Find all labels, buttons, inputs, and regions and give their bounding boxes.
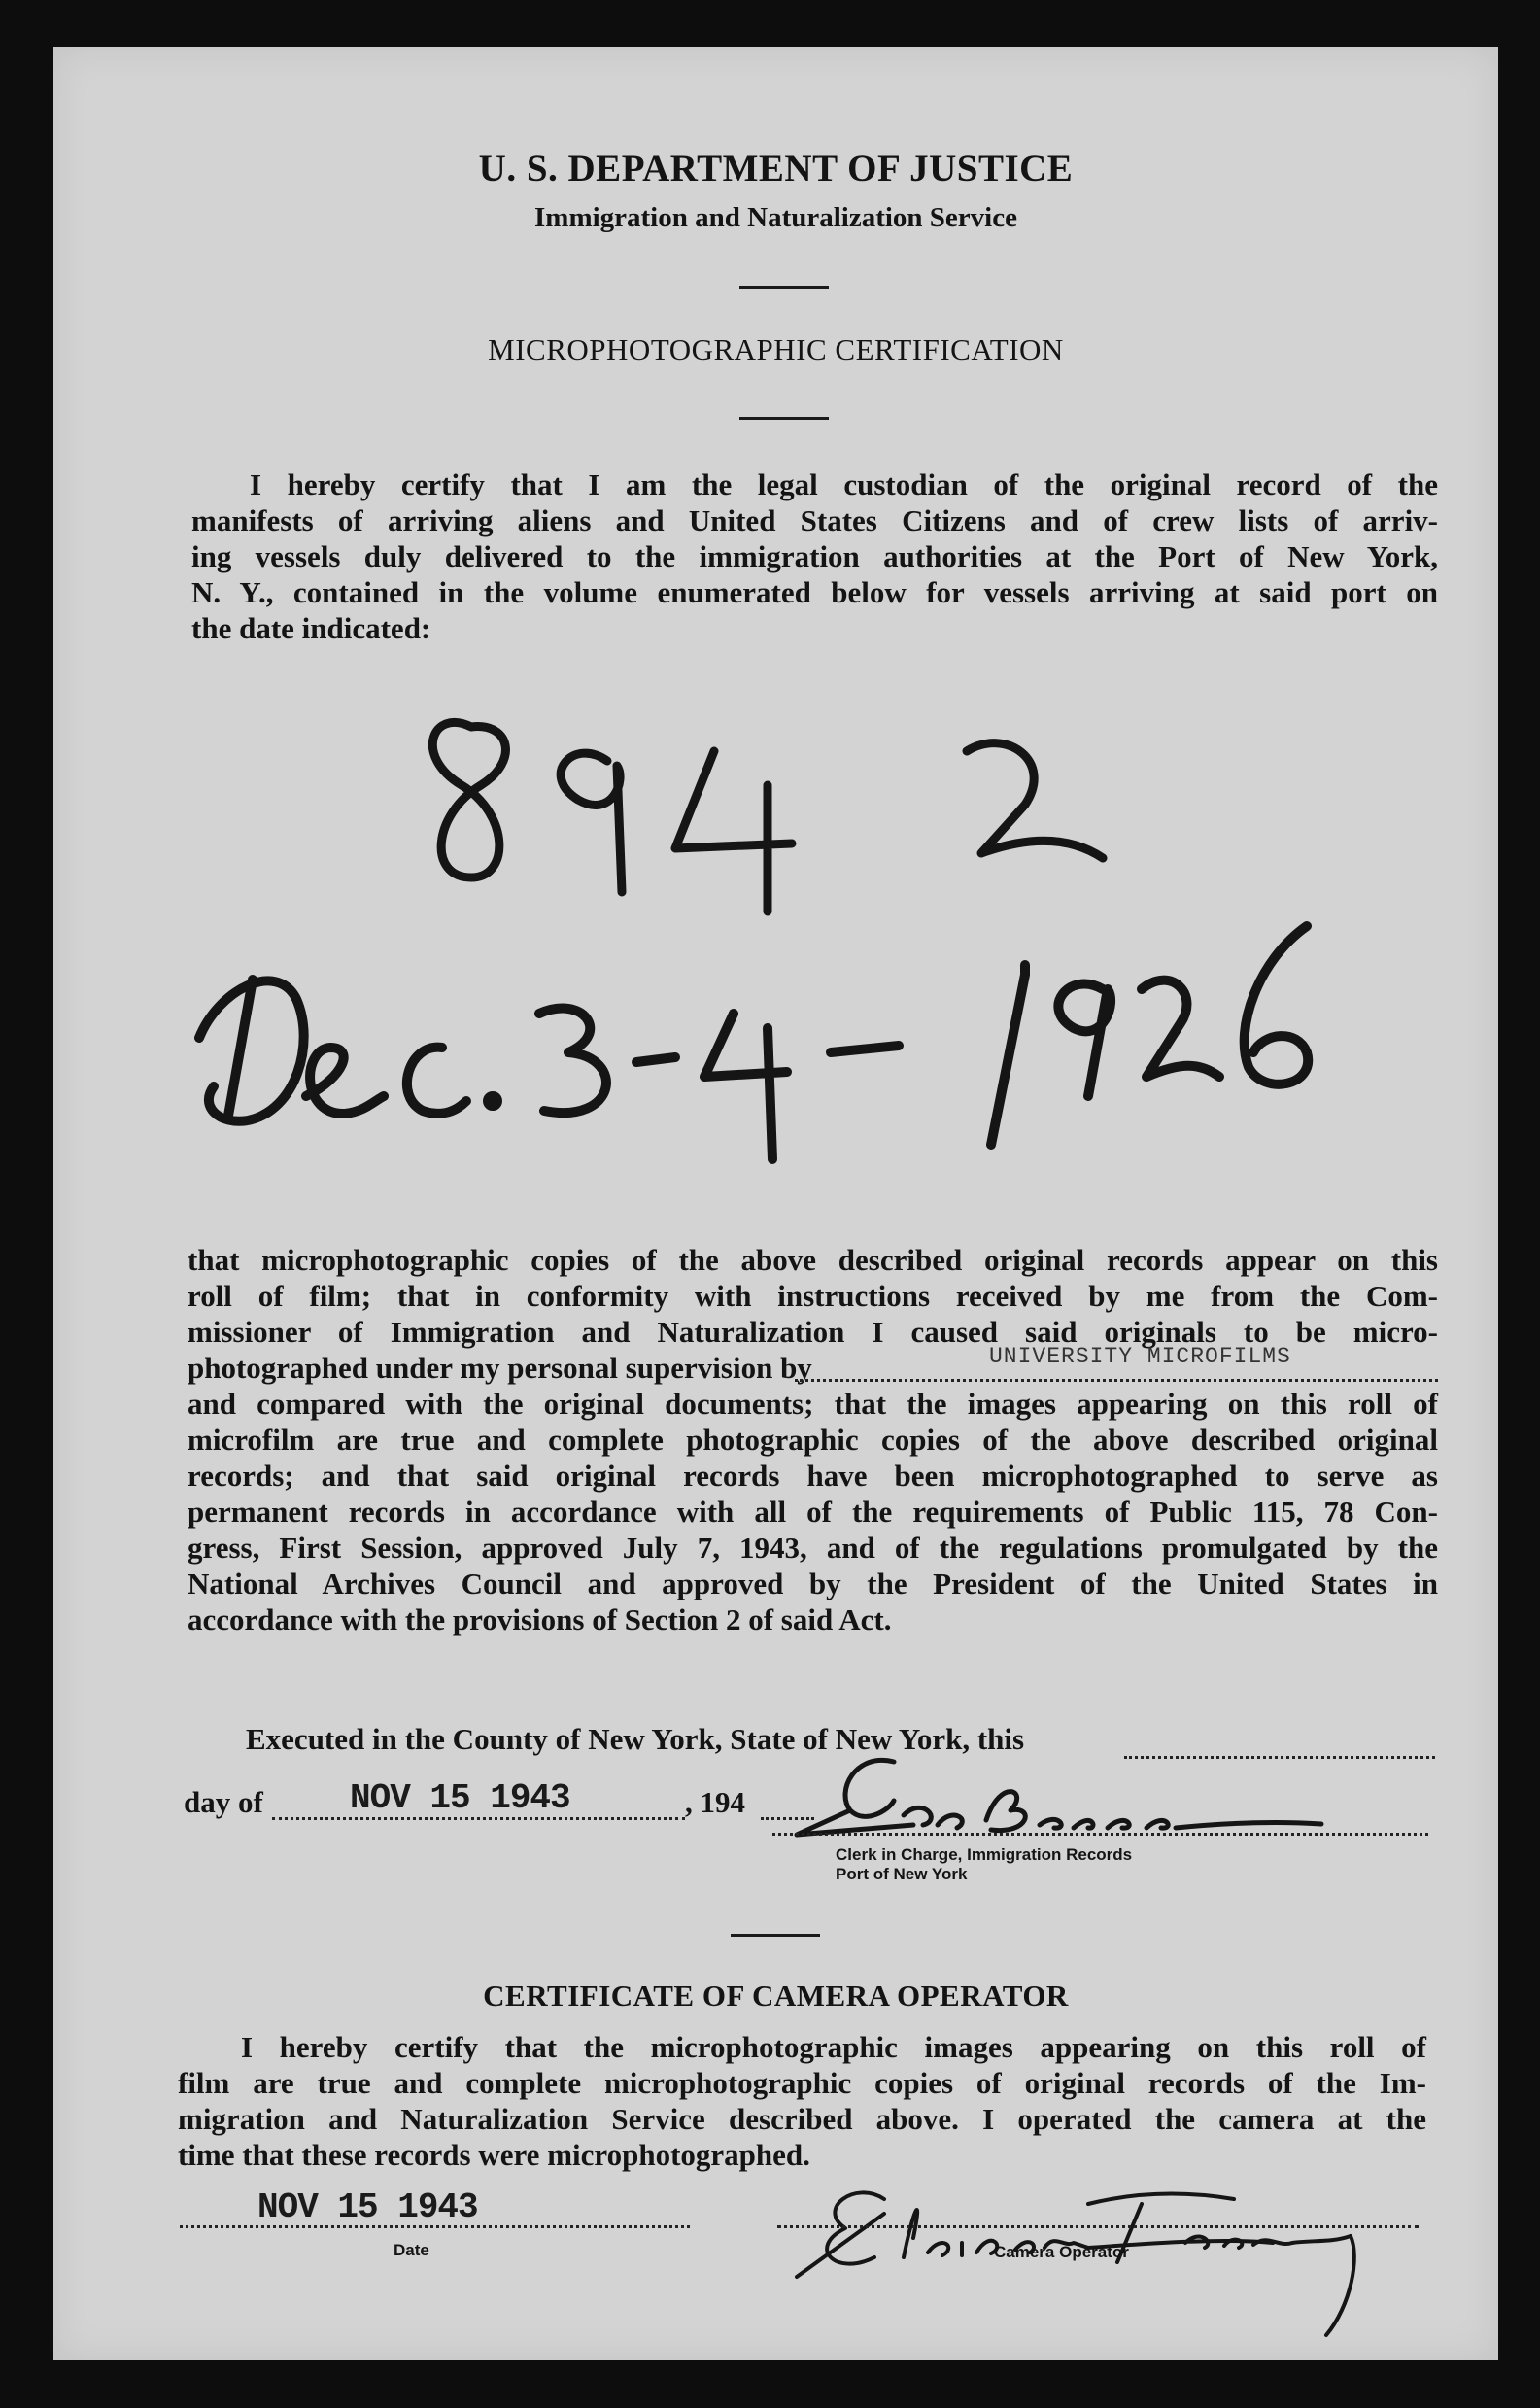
by-line-row (188, 1344, 1438, 1386)
divider-rule (731, 1934, 820, 1937)
service-subheading: Immigration and Naturalization Service (534, 202, 1017, 233)
intro-line: I hereby certify that I am the legal custodian of the original record of the (250, 467, 1438, 501)
divider-rule (739, 286, 829, 289)
body-paragraph (188, 1242, 1438, 1637)
intro-line: manifests of arriving aliens and United States Citizens and of crew lists of arriv- (191, 503, 1438, 537)
operator-signature-line (777, 2225, 1419, 2228)
certification-title: MICROPHOTOGRAPHIC CERTIFICATION (488, 332, 1064, 366)
camera-line: film are true and complete microphotographic copies of original records of the Im- (178, 2066, 1426, 2100)
intro-line: ing vessels duly delivered to the immigration authorities at the Port of New York, (191, 539, 1438, 573)
microfilmer-typed: UNIVERSITY MICROFILMS (989, 1344, 1291, 1369)
body-line: microfilm are true and complete photographic copies of the above described original (188, 1423, 1438, 1457)
body-line: that microphotographic copies of the above described original records appear on this (188, 1243, 1438, 1277)
date-label: Date (394, 2241, 429, 2259)
operator-date-stamp: NOV 15 1943 (257, 2187, 478, 2227)
clerk-date-stamp: NOV 15 1943 (350, 1778, 570, 1818)
body-line: records; and that said original records have been microphotographed to serve as (188, 1459, 1438, 1493)
year-prefix: , 194 (685, 1785, 745, 1819)
intro-line: N. Y., contained in the volume enumerated below for vessels arriving at said port on (191, 575, 1438, 609)
body-line: missioner of Immigration and Naturalization I caused said originals to be micro- (188, 1315, 1438, 1349)
camera-operator-label: Camera Operator (994, 2243, 1129, 2261)
camera-line: migration and Naturalization Service described above. I operated the camera at the (178, 2102, 1426, 2136)
intro-line: the date indicated: (191, 611, 431, 645)
camera-line: time that these records were microphotographed. (178, 2138, 810, 2172)
body-line: gress, First Session, approved July 7, 1943, and of the regulations promulgated by the (188, 1531, 1438, 1565)
by-line-text: photographed under my personal supervision by (188, 1351, 812, 1385)
camera-certificate-title: CERTIFICATE OF CAMERA OPERATOR (483, 1978, 1069, 2012)
day-of-label: day of (184, 1785, 263, 1819)
clerk-signature-line (772, 1833, 1428, 1836)
department-heading: U. S. DEPARTMENT OF JUSTICE (478, 148, 1074, 189)
divider-rule (739, 417, 829, 420)
handwritten-volume-and-dates (53, 669, 1498, 1213)
clerk-title-line: Port of New York (836, 1865, 968, 1883)
body-line: National Archives Council and approved by the President of the United States in (188, 1566, 1438, 1600)
body-line: roll of film; that in conformity with instructions received by me from the Com- (188, 1279, 1438, 1313)
by-line-dots (795, 1379, 1438, 1382)
certificate-sheet (53, 47, 1498, 2360)
clerk-title-line: Clerk in Charge, Immigration Records (836, 1845, 1133, 1864)
camera-line: I hereby certify that the microphotographic images appearing on this roll of (241, 2030, 1426, 2064)
body-line: and compared with the original documents; that the images appearing on this roll of (188, 1387, 1438, 1421)
body-line: permanent records in accordance with all of the requirements of Public 115, 78 Con- (188, 1495, 1438, 1529)
body-line: accordance with the provisions of Section 2 of said Act. (188, 1602, 892, 1636)
intro-paragraph (191, 466, 1438, 646)
clerk-title (836, 1845, 1132, 1884)
executed-text: Executed in the County of New York, State of New York, this (246, 1722, 1025, 1756)
